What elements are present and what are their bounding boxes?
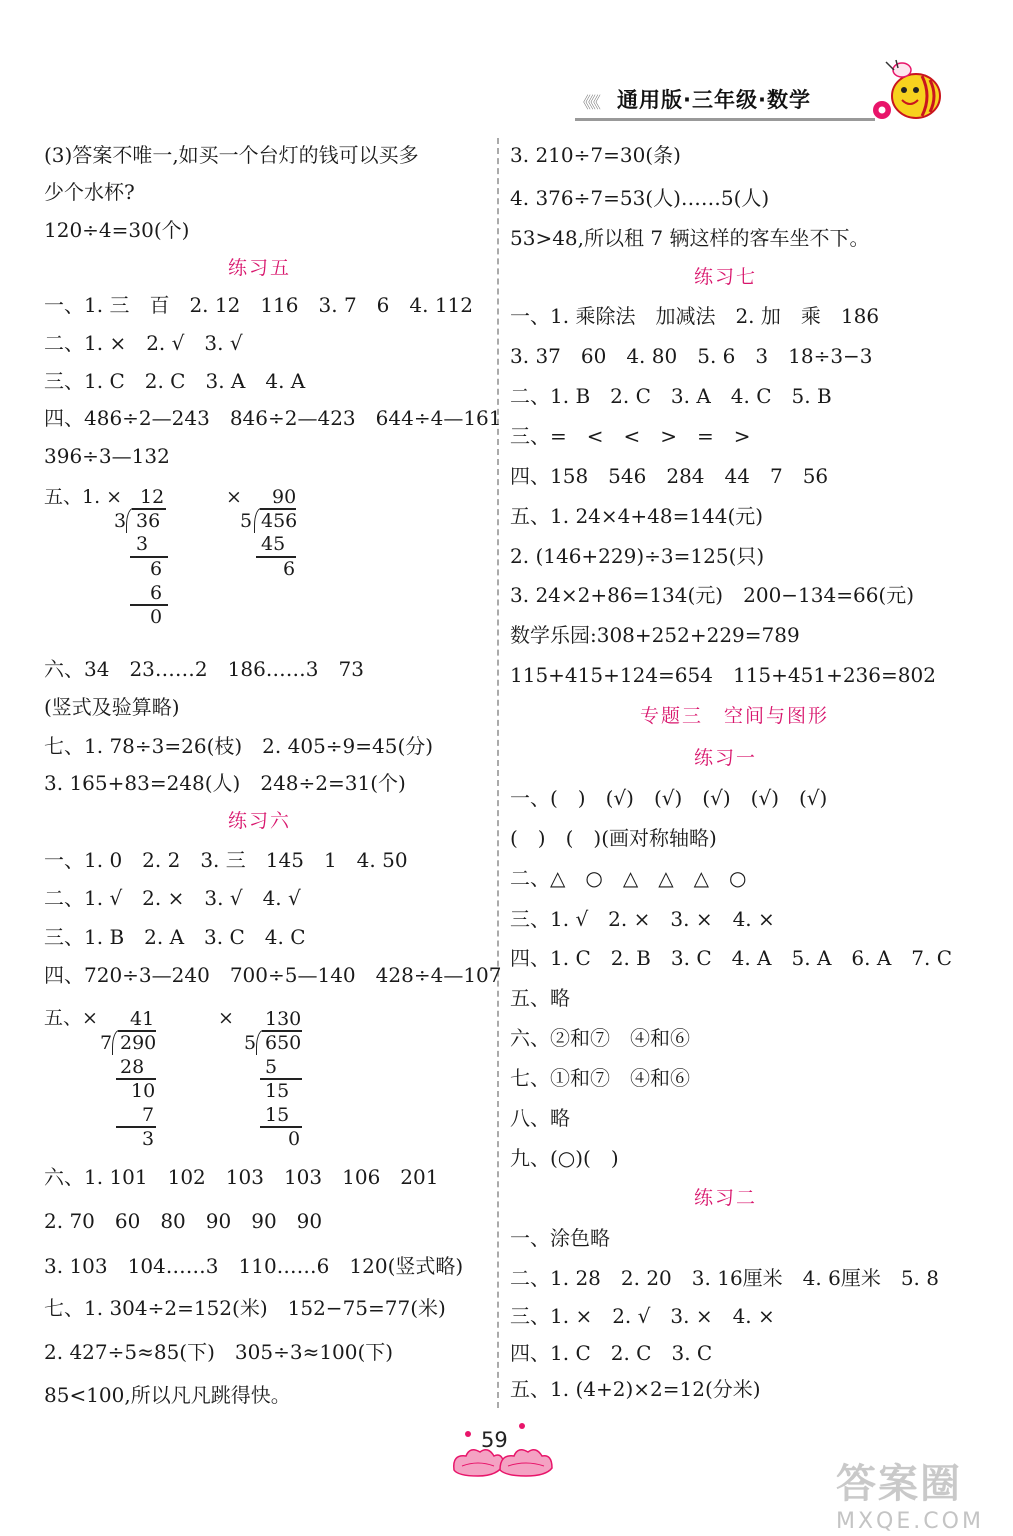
division-rule — [130, 604, 168, 606]
text-line: 2. 427÷5≈85(下) 305÷3≈100(下) — [44, 1340, 394, 1364]
dividend: 456 — [261, 510, 298, 532]
section-heading: 练习七 — [694, 266, 758, 288]
column-divider — [497, 138, 499, 1408]
text-line: 六、34 23……2 186……3 73 — [44, 657, 364, 681]
partial-product: 6 — [150, 582, 163, 604]
header-title: 通用版·三年级·数学 — [617, 88, 811, 112]
text-line: 4. 376÷7=53(人)……5(人) — [510, 186, 770, 210]
division-bracket — [254, 508, 261, 533]
division-label: × — [226, 486, 242, 508]
text-line: 3. 24×2+86=134(元) 200−134=66(元) — [510, 583, 915, 607]
text-line: 四、1. C 2. C 3. C — [510, 1341, 713, 1365]
text-line: 四、720÷3—240 700÷5—140 428÷4—107 — [44, 963, 502, 987]
division-label: 五、× — [44, 1007, 98, 1029]
text-line: 七、1. 304÷2=152(米) 152−75=77(米) — [44, 1296, 446, 1320]
quotient: 130 — [265, 1008, 302, 1030]
partial-product: 15 — [265, 1104, 290, 1126]
text-line: 115+415+124=654 115+451+236=802 — [510, 663, 936, 687]
watermark — [836, 1452, 984, 1534]
text-line: 53>48,所以租 7 辆这样的客车坐不下。 — [510, 226, 870, 250]
quotient: 41 — [130, 1008, 155, 1030]
watermark-title: 答案圈 — [836, 1461, 962, 1507]
text-line: 四、486÷2—243 846÷2—423 644÷4—161 — [44, 406, 502, 430]
remainder: 3 — [142, 1128, 155, 1150]
text-line: 3. 165+83=248(人) 248÷2=31(个) — [44, 771, 406, 795]
text-line: 五、1. 24×4+48=144(元) — [510, 504, 764, 528]
text-line: (3)答案不唯一,如买一个台灯的钱可以买多 — [44, 143, 419, 167]
text-line: 一、( ) (√) (√) (√) (√) (√) — [510, 786, 828, 810]
text-line: ( ) ( )(画对称轴略) — [510, 826, 717, 850]
division-bracket — [126, 508, 133, 533]
text-line: 二、1. 28 2. 20 3. 16厘米 4. 6厘米 5. 8 — [510, 1266, 939, 1290]
text-line: 二、1. √ 2. × 3. √ 4. √ — [44, 886, 301, 910]
division-bracket — [256, 1030, 263, 1055]
text-line: 少个水杯? — [44, 180, 135, 204]
partial-product: 7 — [142, 1104, 155, 1126]
watermark-url: MXQE.COM — [836, 1509, 984, 1534]
partial-product: 3 — [136, 533, 149, 555]
section-heading: 练习五 — [228, 257, 292, 279]
text-line: 五、1. (4+2)×2=12(分米) — [510, 1377, 761, 1401]
divisor: 3 — [114, 510, 127, 532]
division-label: 五、1. × — [44, 486, 123, 508]
text-line: 3. 210÷7=30(条) — [510, 143, 681, 167]
text-line: 七、1. 78÷3=26(枝) 2. 405÷9=45(分) — [44, 734, 434, 758]
text-line: 三、1. × 2. √ 3. × 4. × — [510, 1304, 775, 1328]
text-line: 一、1. 乘除法 加减法 2. 加 乘 186 — [510, 304, 880, 328]
section-heading: 练习一 — [694, 747, 758, 769]
bee-mascot-icon — [866, 58, 946, 128]
header-arrows: 《《《 — [575, 93, 599, 112]
text-line: 3. 103 104……3 110……6 120(竖式略) — [44, 1254, 464, 1278]
dividend: 650 — [265, 1032, 302, 1054]
text-line: 一、1. 三 百 2. 12 116 3. 7 6 4. 112 — [44, 293, 474, 317]
divisor: 7 — [100, 1032, 113, 1054]
text-line: 一、1. 0 2. 2 3. 三 145 1 4. 50 — [44, 848, 408, 872]
remainder: 0 — [288, 1128, 301, 1150]
divisor: 5 — [244, 1032, 257, 1054]
text-line: (竖式及验算略) — [44, 695, 180, 719]
text-line: 三、= < < > = > — [510, 424, 751, 448]
page-number: 59 — [481, 1428, 508, 1452]
text-line: 数学乐园:308+252+229=789 — [510, 623, 800, 647]
text-line: 四、1. C 2. B 3. C 4. A 5. A 6. A 7. C — [510, 946, 953, 970]
text-line: 九、(○)( ) — [510, 1146, 619, 1170]
text-line: 七、①和⑦ ④和⑥ — [510, 1066, 690, 1090]
text-line: 一、涂色略 — [510, 1226, 610, 1250]
text-line: 2. 70 60 80 90 90 90 — [44, 1209, 323, 1233]
text-line: 三、1. B 2. A 3. C 4. C — [44, 925, 306, 949]
partial-remainder: 6 — [150, 558, 163, 580]
partial-remainder: 15 — [265, 1080, 290, 1102]
text-line: 五、略 — [510, 986, 570, 1010]
partial-remainder: 10 — [131, 1080, 156, 1102]
text-line: 三、1. C 2. C 3. A 4. A — [44, 369, 306, 393]
text-line: 六、②和⑦ ④和⑥ — [510, 1026, 690, 1050]
quotient: 12 — [140, 486, 165, 508]
remainder: 0 — [150, 606, 163, 628]
text-line: 二、△ ○ △ △ △ ○ — [510, 866, 747, 890]
division-bracket — [112, 1030, 119, 1055]
partial-product: 45 — [261, 533, 286, 555]
quotient: 90 — [272, 486, 297, 508]
text-line: 三、1. √ 2. × 3. × 4. × — [510, 907, 775, 931]
text-line: 二、1. B 2. C 3. A 4. C 5. B — [510, 384, 832, 408]
section-heading: 练习六 — [228, 810, 292, 832]
text-line: 八、略 — [510, 1106, 570, 1130]
text-line: 2. (146+229)÷3=125(只) — [510, 544, 765, 568]
text-line: 120÷4=30(个) — [44, 218, 190, 242]
text-line: 四、158 546 284 44 7 56 — [510, 464, 829, 488]
running-header — [575, 84, 865, 116]
division-rule — [130, 556, 168, 558]
topic-heading: 专题三 空间与图形 — [640, 705, 830, 727]
header-rule — [575, 118, 875, 121]
partial-product: 5 — [265, 1056, 278, 1078]
division-label: × — [218, 1007, 234, 1029]
divisor: 5 — [240, 510, 253, 532]
partial-product: 28 — [120, 1056, 145, 1078]
text-line: 85<100,所以凡凡跳得快。 — [44, 1383, 291, 1407]
dividend: 290 — [120, 1032, 157, 1054]
dividend: 36 — [136, 510, 161, 532]
text-line: 3. 37 60 4. 80 5. 6 3 18÷3−3 — [510, 344, 873, 368]
remainder: 6 — [283, 558, 296, 580]
text-line: 二、1. × 2. √ 3. √ — [44, 331, 243, 355]
text-line: 396÷3—132 — [44, 444, 170, 468]
section-heading: 练习二 — [694, 1187, 758, 1209]
text-line: 六、1. 101 102 103 103 106 201 — [44, 1165, 439, 1189]
